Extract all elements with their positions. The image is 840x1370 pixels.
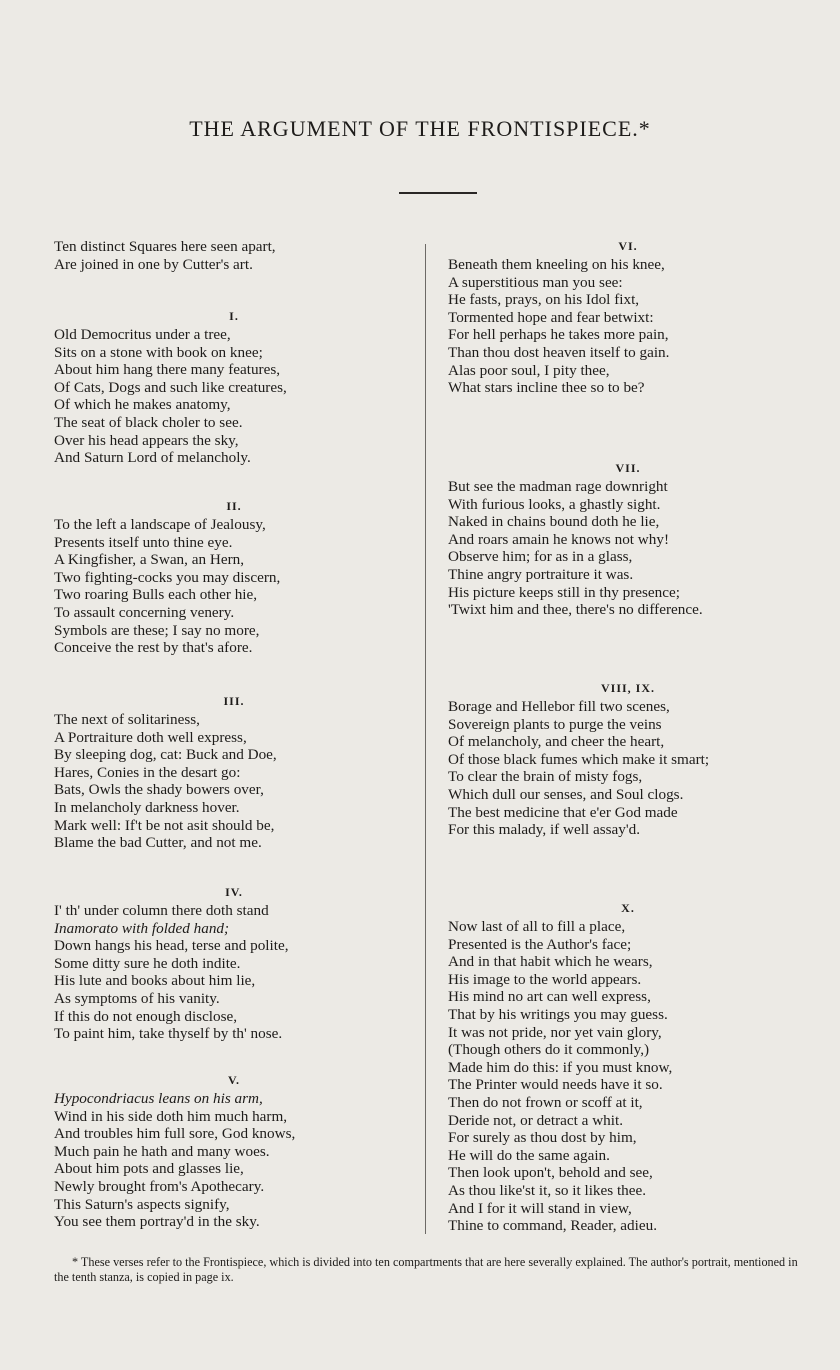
column-divider (425, 244, 426, 1234)
verse-line: A superstitious man you see: (448, 273, 623, 291)
verse-line: Presents itself unto thine eye. (54, 533, 233, 551)
verse-line: He will do the same again. (448, 1146, 610, 1164)
verse-line: For hell perhaps he takes more pain, (448, 326, 669, 344)
verse-line: As symptoms of his vanity. (54, 989, 220, 1007)
verse-line: And Saturn Lord of melancholy. (54, 449, 251, 467)
verse-line: His lute and books about him lie, (54, 972, 256, 990)
verse-line: Then do not frown or scoff at it, (448, 1093, 643, 1111)
verse-line: And in that habit which he wears, (448, 953, 653, 971)
verse-line: Sits on a stone with book on knee; (54, 343, 263, 361)
verse-line: Over his head appears the sky, (54, 431, 239, 449)
verse-line: (Though others do it commonly,) (448, 1041, 650, 1059)
stanza-number: III. (223, 694, 245, 708)
verse-line: The best medicine that e'er God made (448, 803, 678, 821)
verse-line: Made him do this: if you must know, (448, 1058, 673, 1076)
stanza-1 (54, 308, 414, 467)
stanza-number: VI. (618, 239, 638, 253)
footnote: * These verses refer to the Frontispiece, which is divided into ten compartments that are here severally explained. The author's portrait, mentioned in the tenth stanza, is copied in page ix. (54, 1255, 798, 1284)
verse-line: About him pots and glasses lie, (54, 1160, 244, 1178)
intro-stanza (54, 238, 414, 273)
verse-line: Deride not, or detract a whit. (448, 1111, 624, 1129)
stanza-8-9 (448, 680, 808, 839)
verse-line: Of those black fumes which make it smart; (448, 750, 710, 768)
verse-line: Newly brought from's Apothecary. (54, 1177, 265, 1195)
verse-line: Presented is the Author's face; (448, 935, 632, 953)
verse-line: But see the madman rage downright (448, 478, 668, 495)
verse-line: And roars amain he knows not why! (448, 530, 670, 548)
verse-line: To the left a landscape of Jealousy, (54, 516, 266, 533)
verse-line: The Printer would needs have it so. (448, 1076, 663, 1094)
verse-line: Of Cats, Dogs and such like creatures, (54, 378, 287, 396)
verse-line: Bats, Owls the shady bowers over, (54, 781, 264, 799)
verse-line: Alas poor soul, I pity thee, (448, 361, 610, 379)
verse-line: Two roaring Bulls each other hie, (54, 586, 258, 604)
verse-line: His mind no art can well express, (448, 988, 651, 1006)
stanza-7 (448, 460, 808, 619)
verse-line: Thine angry portraiture it was. (448, 565, 634, 583)
verse-line: This Saturn's aspects signify, (54, 1195, 230, 1213)
verse-line: Mark well: If't be not asit should be, (54, 816, 275, 834)
verse-line: And I for it will stand in view, (448, 1199, 632, 1217)
verse-line: Beneath them kneeling on his knee, (448, 256, 665, 273)
verse-line: You see them portray'd in the sky. (54, 1213, 260, 1231)
intro-line: Are joined in one by Cutter's art. (54, 255, 253, 273)
verse-line: Inamorato with folded hand; (54, 919, 230, 937)
verse-line: And troubles him full sore, God knows, (54, 1125, 296, 1143)
verse-line: It was not pride, nor yet vain glory, (448, 1023, 662, 1041)
verse-line: Down hangs his head, terse and polite, (54, 937, 289, 955)
verse-line: Which dull our senses, and Soul clogs. (448, 785, 684, 803)
stanza-number: V. (227, 1073, 241, 1087)
verse-line: To paint him, take thyself by th' nose. (54, 1025, 283, 1043)
verse-line: The next of solitariness, (54, 711, 200, 728)
verse-line: To assault concerning venery. (54, 603, 235, 621)
verse-line: Then look upon't, behold and see, (448, 1164, 653, 1182)
verse-line: By sleeping dog, cat: Buck and Doe, (54, 746, 277, 764)
verse-line: His picture keeps still in thy presence; (448, 583, 680, 601)
verse-line: The seat of black choler to see. (54, 413, 243, 431)
verse-line: Observe him; for as in a glass, (448, 548, 633, 566)
verse-line: A Portraiture doth well express, (54, 728, 247, 746)
verse-line: As thou like'st it, so it likes thee. (448, 1181, 647, 1199)
verse-line: That by his writings you may guess. (448, 1005, 668, 1023)
verse-line: A Kingfisher, a Swan, an Hern, (54, 551, 245, 569)
verse-line: He fasts, prays, on his Idol fixt, (448, 291, 640, 309)
page-title: THE ARGUMENT OF THE FRONTISPIECE.* (189, 116, 651, 141)
verse-line: Sovereign plants to purge the veins (448, 715, 662, 733)
verse-line: If this do not enough disclose, (54, 1007, 238, 1025)
title-divider (399, 192, 477, 194)
stanza-3 (54, 693, 414, 852)
verse-line: Two fighting-cocks you may discern, (54, 568, 281, 586)
verse-line: In melancholy darkness hover. (54, 798, 240, 816)
verse-line: Wind in his side doth him much harm, (54, 1107, 288, 1125)
intro-line: Ten distinct Squares here seen apart, (54, 238, 276, 255)
verse-line: Borage and Hellebor fill two scenes, (448, 698, 670, 715)
stanza-number: IV. (225, 885, 243, 899)
stanza-number: VII. (615, 461, 641, 475)
verse-line: Symbols are these; I say no more, (54, 621, 260, 639)
stanza-6 (448, 238, 808, 397)
verse-line: Conceive the rest by that's afore. (54, 639, 253, 657)
verse-line: With furious looks, a ghastly sight. (448, 495, 661, 513)
verse-line: About him hang there many features, (54, 361, 281, 379)
verse-line: Than thou dost heaven itself to gain. (448, 343, 670, 361)
verse-line: Blame the bad Cutter, and not me. (54, 834, 262, 852)
verse-line: What stars incline thee so to be? (448, 379, 645, 397)
stanza-2 (54, 498, 414, 657)
verse-line: 'Twixt him and thee, there's no difference. (448, 601, 703, 619)
verse-line: For this malady, if well assay'd. (448, 821, 640, 839)
verse-line: His image to the world appears. (448, 970, 642, 988)
verse-line: Hypocondriacus leans on his arm, (54, 1090, 263, 1107)
verse-line: Old Democritus under a tree, (54, 326, 231, 343)
verse-line: Of which he makes anatomy, (54, 396, 231, 414)
verse-line: Thine to command, Reader, adieu. (448, 1217, 657, 1235)
verse-line: Of melancholy, and cheer the heart, (448, 733, 665, 751)
verse-line: For surely as thou dost by him, (448, 1129, 637, 1147)
stanza-10 (448, 900, 808, 1235)
verse-line: Naked in chains bound doth he lie, (448, 513, 660, 531)
verse-line: Now last of all to fill a place, (448, 918, 626, 935)
verse-line: I' th' under column there doth stand (54, 902, 269, 919)
stanza-number: II. (226, 499, 242, 513)
stanza-5 (54, 1072, 414, 1231)
stanza-4 (54, 884, 414, 1043)
stanza-number: X. (621, 901, 635, 915)
stanza-number: I. (229, 309, 239, 323)
verse-line: Some ditty sure he doth indite. (54, 954, 241, 972)
verse-line: Tormented hope and fear betwixt: (448, 308, 654, 326)
stanza-number: VIII, IX. (600, 681, 655, 695)
verse-line: Hares, Conies in the desart go: (54, 763, 241, 781)
verse-line: To clear the brain of misty fogs, (448, 768, 643, 786)
verse-line: Much pain he hath and many woes. (54, 1142, 270, 1160)
